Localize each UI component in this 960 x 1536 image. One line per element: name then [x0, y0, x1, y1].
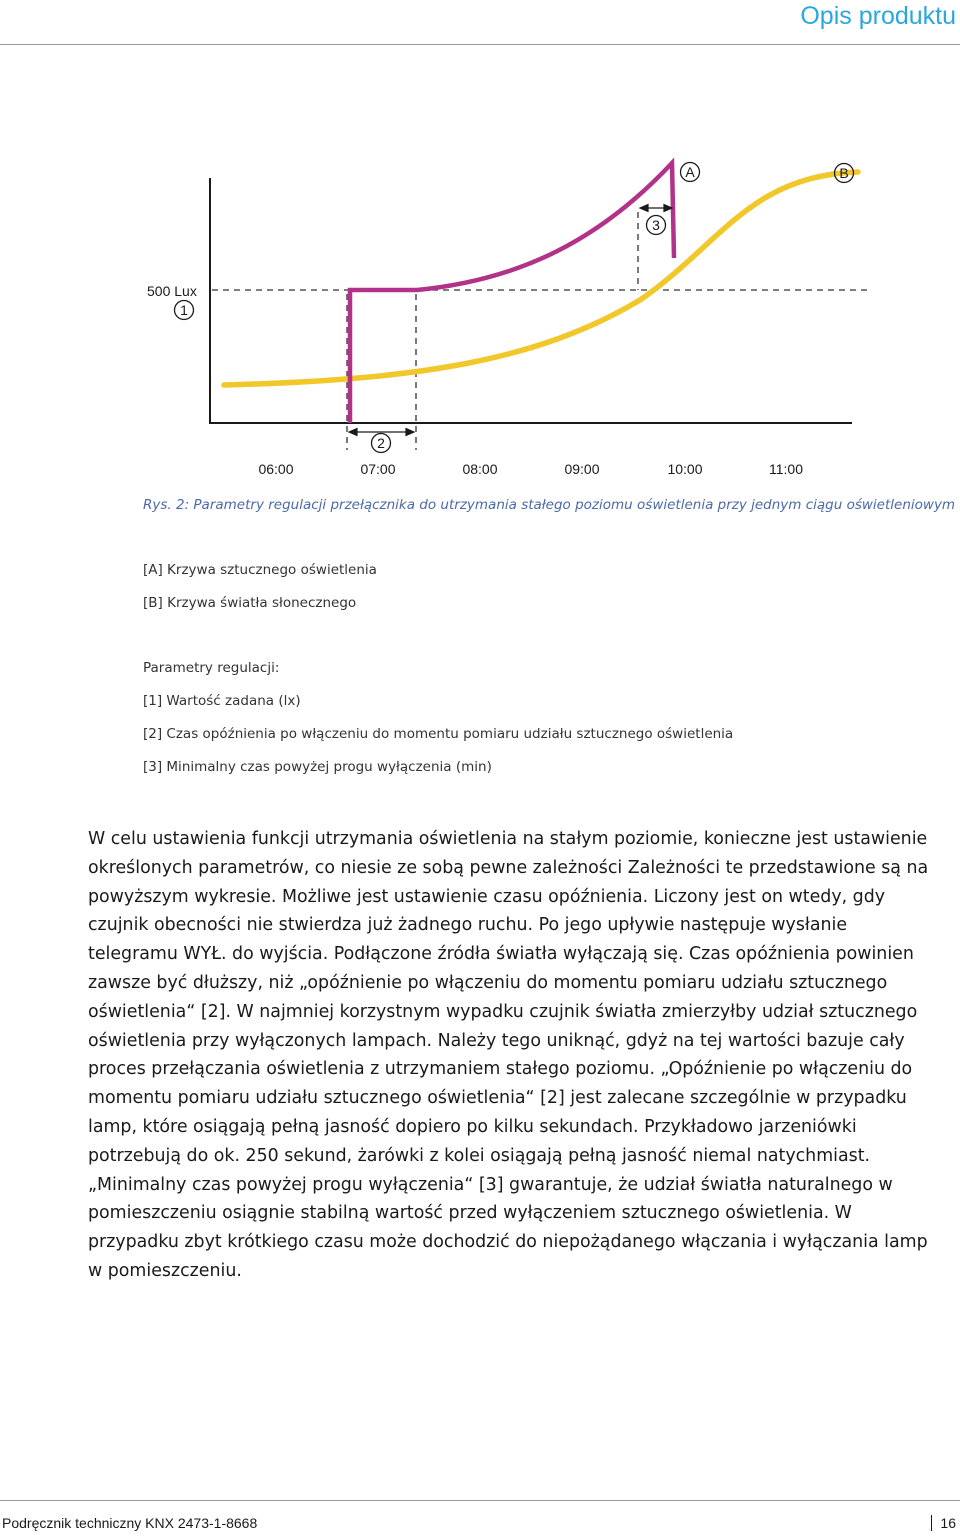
- lighting-diagram: [0, 150, 960, 490]
- header-divider: [0, 44, 960, 45]
- body-paragraph: W celu ustawienia funkcji utrzymania oświetlenia na stałym poziomie, konieczne jest ustawienie określonych parametrów, co niesie ze sobą pewne zależności Zależności te przedstawione są na powyższym wykresie. Możliwe jest ustawienie czasu opóźnienia. Liczony jest on wtedy, gdy czujnik obecności nie stwierdza już żadnego ruchu. Po jego upływie następuje wysłanie telegramu WYŁ. do wyjścia. Podłączone źródła światła wyłączają się. Czas opóźnienia powinien zawsze być dłuższy, niż „opóźnienie po włączeniu do momentu pomiaru udziału sztucznego oświetlenia“ [2]. W najmniej korzystnym wypadku czujnik światła zmierzyłby udział sztucznego oświetlenia przy wyłączonych lampach. Należy tego uniknąć, gdyż na tej wartości bazuje cały proces przełączania oświetlenia z utrzymaniem stałego poziomu. „Opóźnienie po włączeniu do momentu pomiaru udziału sztucznego oświetlenia“ [2] jest zalecane szczególnie w przypadku lamp, które osiągają pełną jasność dopiero po kilku sekundach. Przykładowo jarzeniówki potrzebują do ok. 250 sekund, żarówki z kolei osiągają pełną jasność niemal natychmiast. „Minimalny czas powyżej progu wyłączenia“ [3] gwarantuje, że udział światła naturalnego w pomieszczeniu osiągnie stabilną wartość przed wyłączeniem sztucznego oświetlenia. W przypadku zbyt krótkiego czasu może dochodzić do niepożądanego włączania i wyłączania lamp w pomieszczeniu.: [88, 829, 929, 1281]
- svg-text:2: 2: [377, 435, 385, 451]
- callout-1: [175, 301, 194, 320]
- legend-item-a: [A] Krzywa sztucznego oświetlenia: [143, 562, 377, 578]
- min-time-dimension: [640, 205, 672, 212]
- callout-a: [681, 163, 700, 182]
- svg-text:1: 1: [180, 302, 188, 318]
- legend-param-3: [3] Minimalny czas powyżej progu wyłączenia (min): [143, 759, 492, 775]
- x-tick-label: 09:00: [564, 461, 600, 477]
- threshold-label: 500 Lux: [147, 283, 197, 299]
- sunlight-curve: [224, 172, 858, 385]
- footer-divider: [0, 1500, 960, 1501]
- legend-item-b: [B] Krzywa światła słonecznego: [143, 595, 357, 611]
- svg-text:3: 3: [652, 217, 660, 233]
- x-tick-label: 11:00: [769, 461, 803, 477]
- svg-text:B: B: [839, 165, 849, 181]
- figure-caption: Rys. 2: Parametry regulacji przełącznika do utrzymania stałego poziomu oświetlenia przy jednym ciągu oświetleniowym: [143, 497, 956, 513]
- legend-heading: Parametry regulacji:: [143, 660, 280, 676]
- footer-document-title: Podręcznik techniczny KNX 2473-1-8668: [2, 1515, 258, 1531]
- x-tick-label: 10:00: [667, 461, 703, 477]
- x-tick-label: 08:00: [462, 461, 498, 477]
- x-tick-label: 06:00: [258, 461, 294, 477]
- callout-3: [647, 216, 666, 235]
- x-tick-label: 07:00: [360, 461, 396, 477]
- footer-page-number: 16: [931, 1515, 956, 1531]
- legend-param-2: [2] Czas opóźnienia po włączeniu do momentu pomiaru udziału sztucznego oświetlenia: [143, 726, 734, 742]
- page-header-title: Opis produktu: [800, 2, 956, 30]
- legend-param-1: [1] Wartość zadana (lx): [143, 693, 301, 709]
- artificial-light-curve: [350, 163, 674, 423]
- callout-2: [372, 434, 391, 453]
- svg-text:A: A: [685, 164, 695, 180]
